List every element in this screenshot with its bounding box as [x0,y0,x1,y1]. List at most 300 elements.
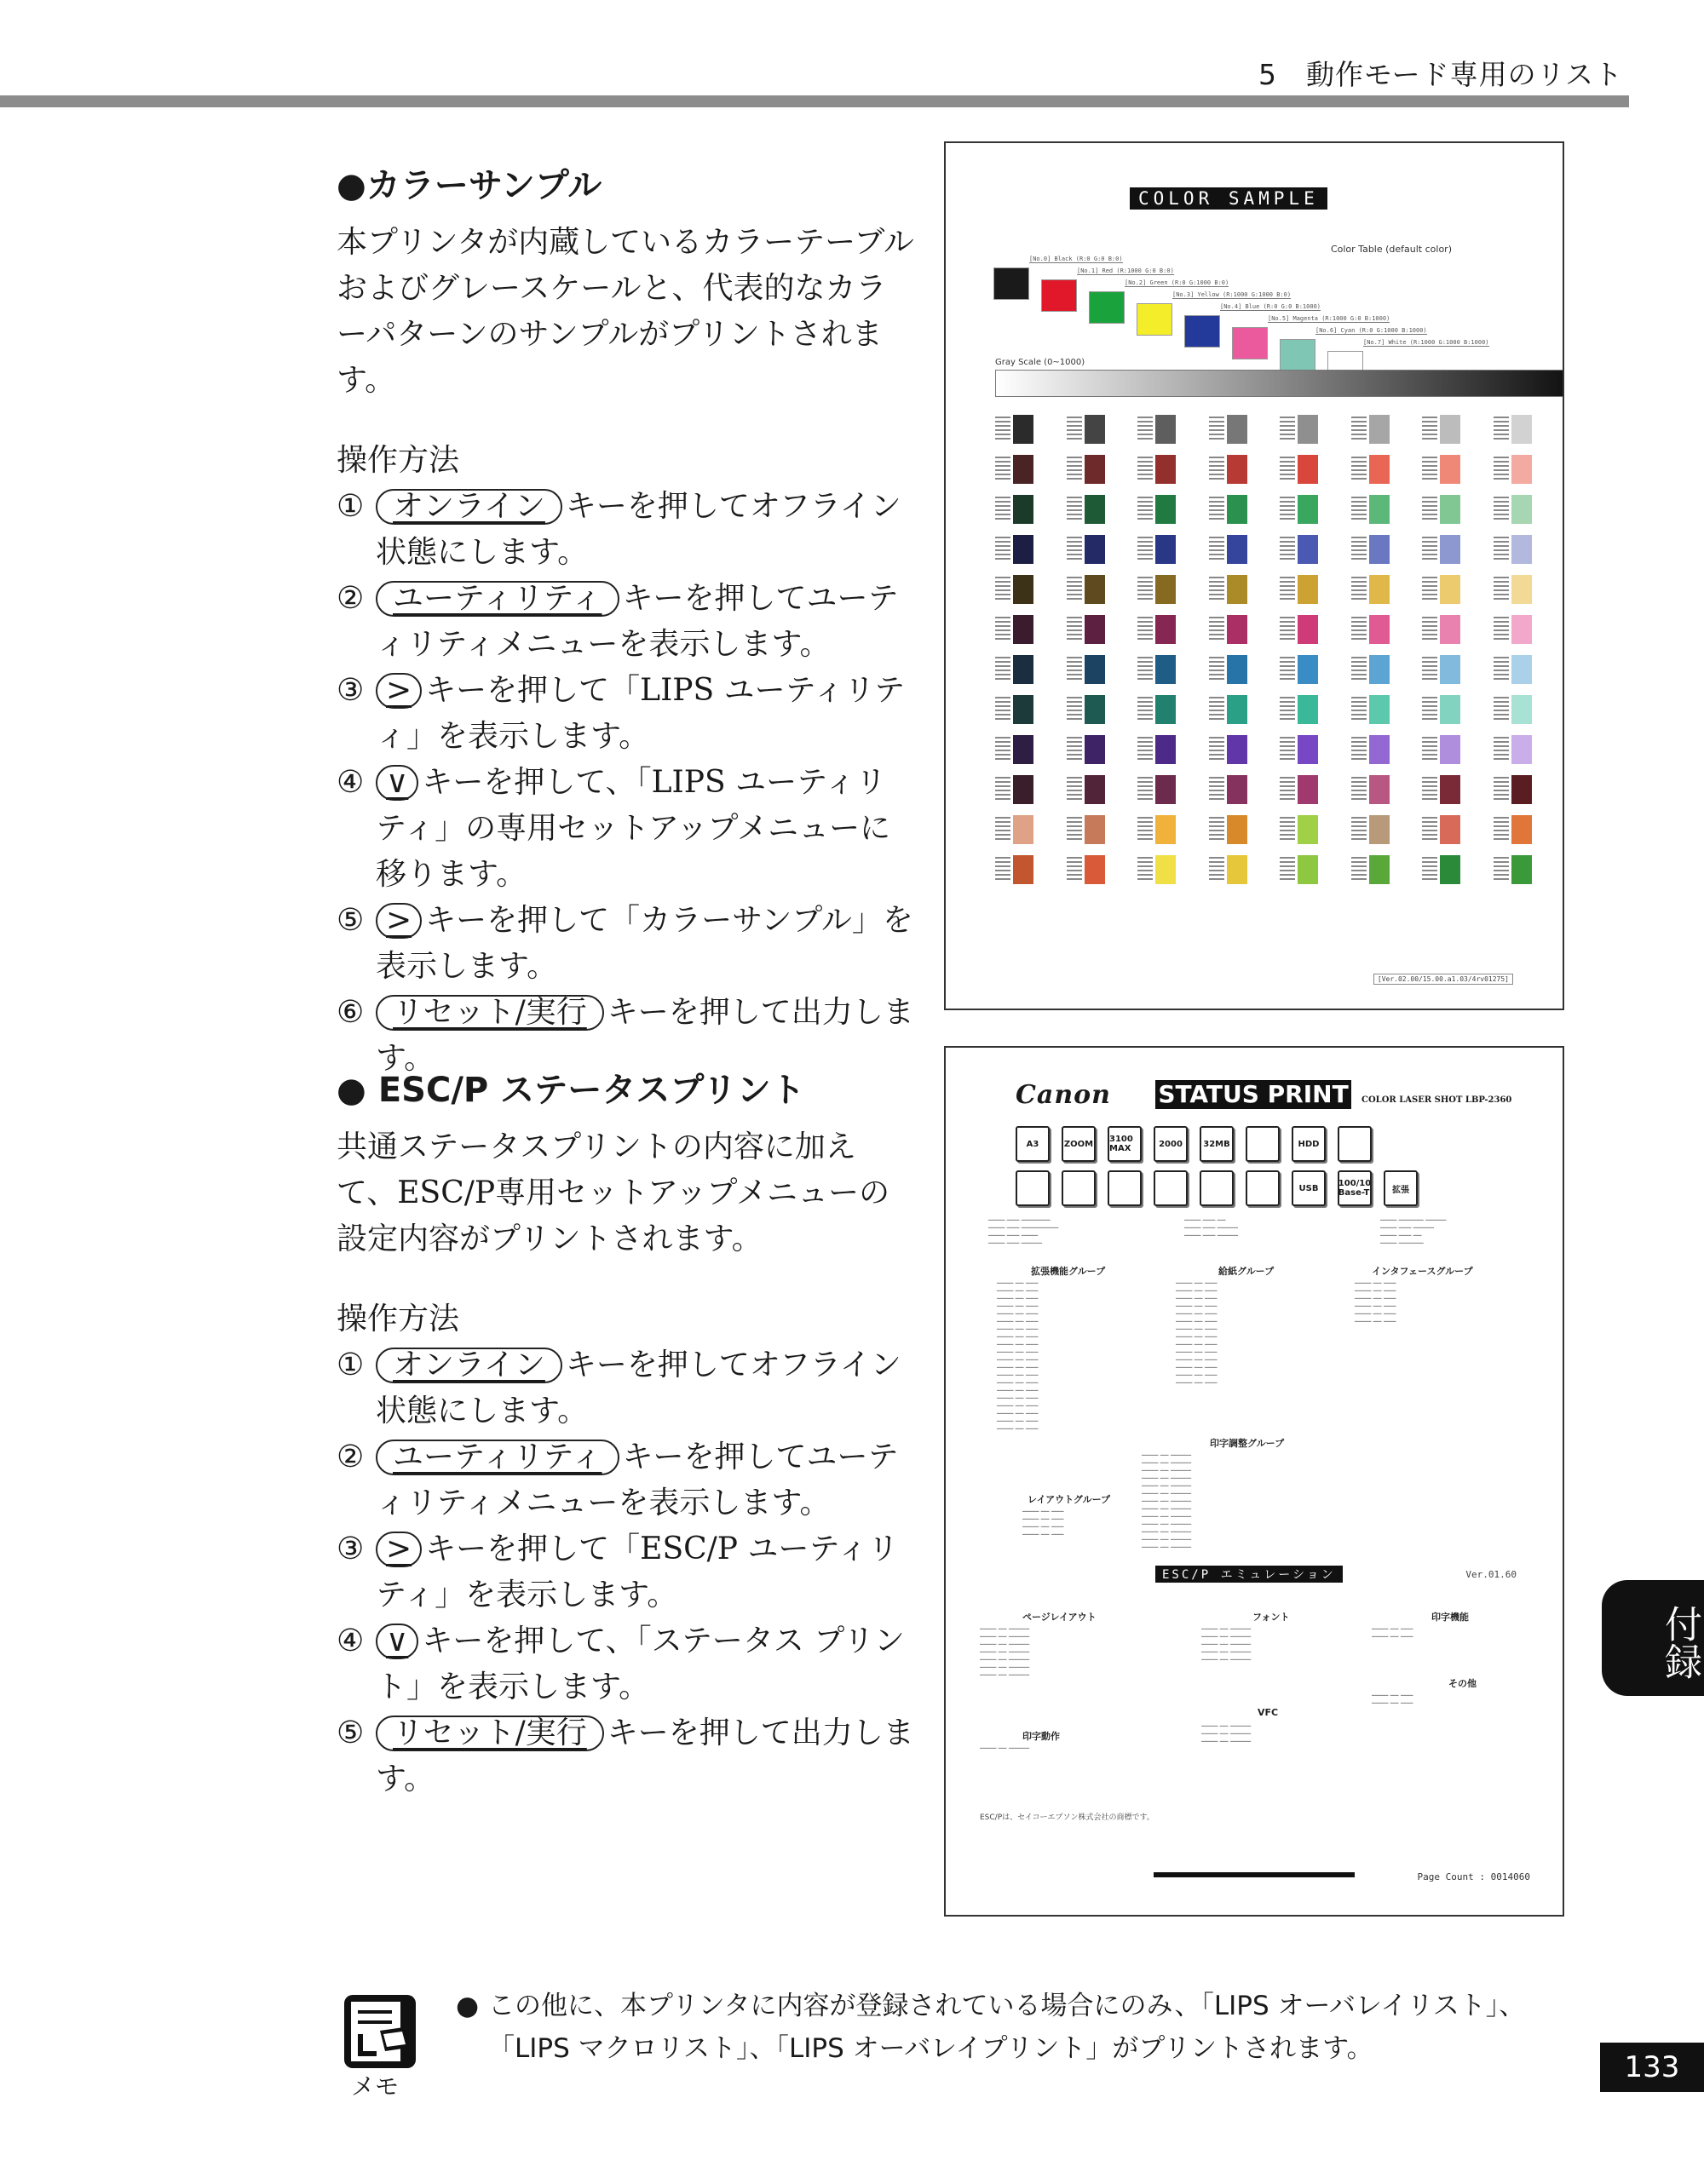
procedure-steps [337,484,916,1082]
rgb-value-text [995,777,1010,802]
procedure-step [337,1618,916,1710]
palette-cell [1280,733,1351,767]
key-label: > [376,903,422,939]
palette-cell [1422,572,1494,606]
palette-cell [1494,773,1565,807]
color-swatch [1511,735,1532,764]
palette-cell [1422,652,1494,687]
palette-cell [1351,773,1423,807]
palette-row [995,412,1564,446]
procedure-step [337,484,916,576]
palette-cell [1280,412,1351,446]
palette-cell [995,612,1067,647]
feature-icon: 拡張 [1384,1170,1418,1206]
color-swatch [1369,855,1390,884]
step-text: キーを押してユーティリティメニューを表示します。 [376,581,899,662]
group-settings: ──── ── ─── ──── ── ─── ──── ── ─── ──── ── ─── [1022,1508,1064,1538]
feature-icons-row [1016,1170,1493,1206]
palette-cell [1209,452,1281,486]
color-swatch [1440,415,1460,444]
palette-row [995,532,1564,566]
rgb-value-text [1494,697,1509,722]
default-color-label: [No.1] Red (R:1000 G:0 B:0) [1077,267,1174,274]
color-swatch [1440,695,1460,724]
default-color-label: [No.5] Magenta (R:1000 G:0 B:1000) [1268,315,1390,322]
palette-cell [1351,733,1423,767]
rgb-value-text [1209,417,1224,442]
color-swatch [1227,695,1247,724]
default-color-label: [No.6] Cyan (R:0 G:1000 B:1000) [1315,327,1427,334]
rgb-value-text [1067,417,1082,442]
rgb-value-text [1280,537,1295,562]
palette-cell [1351,572,1423,606]
palette-cell [1422,733,1494,767]
group-title: 拡張機能グループ [1031,1266,1106,1277]
rgb-value-text [1209,737,1224,762]
default-color-swatch [1280,339,1315,371]
palette-cell [995,773,1067,807]
color-swatch [1085,575,1105,604]
color-swatch [1013,455,1033,484]
palette-cell [1137,412,1209,446]
feature-icons-row [1016,1126,1493,1162]
rgb-value-text [1137,777,1153,802]
step-text: キーを押して出力します。 [376,995,914,1076]
color-swatch [1155,535,1176,564]
color-swatch [1085,735,1105,764]
rgb-value-text [1067,857,1082,882]
palette-cell [1067,652,1138,687]
default-color-swatch [1041,279,1077,312]
version-label: Ver.01.60 [1465,1569,1517,1580]
step-text: キーを押して出力します。 [376,1716,914,1796]
default-color-label: [No.2] Green (R:0 G:1000 B:0) [1125,279,1229,286]
palette-cell [1494,813,1565,847]
step-number: ① [337,489,365,524]
rgb-value-text [1351,497,1367,522]
feature-icon [1154,1170,1188,1206]
palette-cell [1351,452,1423,486]
rgb-value-text [1494,737,1509,762]
step-number: ⑥ [337,995,365,1030]
rgb-value-text [1422,737,1437,762]
printout-footer: [Ver.02.00/15.00.a1.03/4rv01275] [1373,974,1513,985]
step-number: ④ [337,765,365,800]
color-swatch [1085,655,1105,684]
procedure-step [337,1526,916,1618]
palette-cell [1351,813,1423,847]
color-swatch [1440,535,1460,564]
memo-body: この他に、本プリンタに内容が登録されている場合にのみ、「LIPS オーバレイリスト」、「LIPS マクロリスト」、「LIPS オーバレイプリント」がプリントされます。 [488,1991,1526,2064]
color-swatch [1227,615,1247,644]
palette-row [995,492,1564,526]
rgb-value-text [995,577,1010,602]
feature-icon: A3 [1016,1126,1050,1162]
gray-scale-bar [995,370,1564,397]
color-swatch [1298,655,1318,684]
step-text: キーを押して「LIPS ユーティリティ」を表示します。 [376,673,906,754]
color-swatch [1085,455,1105,484]
palette-cell [1067,733,1138,767]
color-swatch [1013,655,1033,684]
rgb-value-text [1137,417,1153,442]
key-label: ユーティリティ [376,1440,619,1475]
rgb-value-text [1494,617,1509,642]
color-swatch [1369,735,1390,764]
color-swatch [1369,535,1390,564]
status-print-printout [944,1046,1564,1917]
color-swatch [1369,575,1390,604]
palette-cell [1137,853,1209,887]
step-text: キーを押してオフライン状態にします。 [376,1348,901,1428]
esc-group-title: ページレイアウト [1022,1612,1097,1623]
palette-cell [1137,452,1209,486]
color-swatch [1298,775,1318,804]
color-swatch [1085,695,1105,724]
color-swatch [1155,615,1176,644]
memo-note [456,1985,1580,2070]
feature-icon: 3100 MAX [1108,1126,1142,1162]
palette-row [995,733,1564,767]
palette-cell [1067,412,1138,446]
key-label: > [376,1532,422,1567]
rgb-value-text [1067,697,1082,722]
esc-settings: ──── ── ───── ──── ── ───── ──── ── ───── ──── ── ───── ──── ── ───── ──── ── ───── ──── ── ───── [980,1625,1030,1679]
procedure-step [337,668,916,760]
memory-info-block: ──── ────── ───── ──── ─── ───── ──── ─── ── ──── ────── [1380,1216,1447,1247]
section-description: 共通ステータスプリントの内容に加えて、ESC/P専用セットアップメニューの設定内容がプリントされます。 [337,1129,890,1256]
header-rule [0,95,1629,107]
section-description: 本プリンタが内蔵しているカラーテーブルおよびグレースケールと、代表的なカラーパターンのサンプルがプリントされます。 [337,225,914,398]
group-settings: ──── ── ─── ──── ── ─── ──── ── ─── ──── ── ─── ──── ── ─── ──── ── ─── ──── ── ─── ──── ── ─── ──── ── ─── ──── ── ─── ──── ── ─── ──── ── ─── ──── ── ─── ──── ── ─── ──── ── ─── ──── ── ─── ──── ── ─── ──── ── ─── ──── ── ─── ──── ── ─── [997,1279,1039,1433]
rgb-value-text [1209,697,1224,722]
palette-cell [995,652,1067,687]
color-swatch [1013,495,1033,524]
rgb-value-text [1209,577,1224,602]
palette-cell [1209,853,1281,887]
rgb-value-text [1137,457,1153,482]
group-settings: ──── ── ─── ──── ── ─── ──── ── ─── ──── ── ─── ──── ── ─── ──── ── ─── [1355,1279,1396,1325]
color-swatch [1369,415,1390,444]
color-swatch [1298,575,1318,604]
color-palette [995,412,1564,893]
group-title: 給紙グループ [1218,1266,1275,1277]
feature-icon [1246,1170,1280,1206]
color-swatch [1369,615,1390,644]
rgb-value-text [995,497,1010,522]
color-swatch [1511,535,1532,564]
rgb-value-text [1280,577,1295,602]
color-swatch [1013,815,1033,844]
default-color-label: [No.3] Yellow (R:1000 G:1000 B:0) [1172,291,1292,298]
palette-cell [1209,572,1281,606]
default-color-label: [No.4] Blue (R:0 G:0 B:1000) [1220,303,1321,310]
palette-cell [1280,693,1351,727]
palette-cell [1494,452,1565,486]
rgb-value-text [1351,817,1367,842]
palette-cell [1351,652,1423,687]
color-sample-printout [944,141,1564,1010]
palette-cell [1209,492,1281,526]
rgb-value-text [1280,457,1295,482]
paper-mode-block: ──── ─── ── ──── ─── ───── ──── ─── ───── [1184,1216,1238,1239]
feature-icon: 100/10 Base-T [1338,1170,1372,1206]
color-swatch [1298,855,1318,884]
default-color-label: [No.7] White (R:1000 G:1000 B:1000) [1363,339,1489,346]
color-swatch [1155,695,1176,724]
palette-cell [1422,452,1494,486]
step-number: ④ [337,1624,365,1658]
feature-icon [1108,1170,1142,1206]
escp-emulation-title: ESC/P エミュレーション [1155,1566,1343,1583]
palette-cell [1137,572,1209,606]
rgb-value-text [1494,457,1509,482]
color-swatch [1013,615,1033,644]
color-swatch [1085,775,1105,804]
palette-cell [1280,572,1351,606]
palette-cell [1351,693,1423,727]
rgb-value-text [995,617,1010,642]
step-text: キーを押してオフライン状態にします。 [376,489,901,570]
palette-cell [1422,532,1494,566]
palette-cell [1280,853,1351,887]
palette-cell [995,733,1067,767]
palette-cell [1137,733,1209,767]
rgb-value-text [1494,657,1509,682]
palette-cell [995,452,1067,486]
rgb-value-text [995,657,1010,682]
default-color-swatch [1137,303,1172,336]
rgb-value-text [1351,577,1367,602]
palette-cell [1422,492,1494,526]
step-number: ③ [337,1532,365,1566]
step-number: ② [337,1440,365,1474]
rgb-value-text [1067,577,1082,602]
procedure-step [337,576,916,668]
color-swatch [1298,455,1318,484]
palette-cell [1422,853,1494,887]
esc-group-title: VFC [1258,1707,1279,1718]
key-label: ∨ [376,1624,418,1659]
esc-settings: ──── ── ─── ──── ── ─── [1372,1692,1413,1707]
palette-row [995,652,1564,687]
palette-cell [1422,612,1494,647]
color-swatch [1227,415,1247,444]
rgb-value-text [1422,457,1437,482]
rgb-value-text [1280,657,1295,682]
step-number: ③ [337,673,365,708]
feature-icon: 2000 [1154,1126,1188,1162]
palette-cell [1422,693,1494,727]
color-swatch [1227,855,1247,884]
group-settings: ──── ── ───── ──── ── ───── ──── ── ───── ──── ── ───── ──── ── ───── ──── ── ───── ──── ── ───── ──── ── ───── ──── ── ───── ──── ── ───── ──── ── ───── ──── ── ───── ──── ── ───── [1142,1451,1192,1551]
procedure-step [337,1710,916,1802]
color-swatch [1369,455,1390,484]
color-swatch [1013,575,1033,604]
color-swatch [1511,575,1532,604]
color-swatch [1155,655,1176,684]
color-swatch [1369,655,1390,684]
rgb-value-text [995,457,1010,482]
color-swatch [1227,735,1247,764]
palette-cell [1209,652,1281,687]
rgb-value-text [1280,857,1295,882]
color-swatch [1298,615,1318,644]
rgb-value-text [1351,617,1367,642]
key-label: ∨ [376,765,418,801]
rgb-value-text [1067,777,1082,802]
memo-label: メモ [351,2072,400,2101]
color-swatch [1511,495,1532,524]
rgb-value-text [1422,617,1437,642]
color-swatch [1227,495,1247,524]
default-color-swatch [1089,291,1125,324]
rgb-value-text [1494,777,1509,802]
rgb-value-text [1422,497,1437,522]
esc-settings: ──── ── ───── ──── ── ───── ──── ── ───── ──── ── ───── ──── ── ───── [1201,1625,1252,1664]
palette-cell [1494,612,1565,647]
rgb-value-text [995,857,1010,882]
step-number: ⑤ [337,903,365,938]
palette-cell [995,572,1067,606]
default-color-label: [No.0] Black (R:0 G:0 B:0) [1029,256,1123,262]
color-swatch [1440,855,1460,884]
rgb-value-text [1209,777,1224,802]
color-swatch [1511,655,1532,684]
color-swatch [1511,815,1532,844]
procedure-step [337,1434,916,1526]
rgb-value-text [1209,497,1224,522]
brand-logo: Canon [1016,1080,1111,1110]
palette-cell [1351,612,1423,647]
procedure-steps [337,1342,916,1802]
palette-cell [1067,773,1138,807]
palette-cell [1137,693,1209,727]
palette-cell [1137,532,1209,566]
rgb-value-text [1351,657,1367,682]
rgb-value-text [1209,537,1224,562]
color-swatch [1013,855,1033,884]
palette-cell [1067,492,1138,526]
color-swatch [1369,775,1390,804]
step-text: キーを押して「カラーサンプル」を表示します。 [376,903,913,984]
palette-cell [1137,813,1209,847]
palette-cell [1422,813,1494,847]
color-swatch [1298,535,1318,564]
color-swatch [1013,695,1033,724]
palette-cell [1494,572,1565,606]
palette-row [995,773,1564,807]
palette-cell [1209,612,1281,647]
rgb-value-text [1137,497,1153,522]
rgb-value-text [1422,657,1437,682]
esc-settings: ──── ── ───── [980,1744,1030,1752]
rgb-value-text [1280,737,1295,762]
running-header: 5 動作モード専用のリスト [1258,58,1623,91]
color-swatch [1298,415,1318,444]
rgb-value-text [1351,457,1367,482]
palette-cell [1209,773,1281,807]
rgb-value-text [1137,817,1153,842]
feature-icon [1200,1170,1234,1206]
rgb-value-text [1494,417,1509,442]
esc-group-title: その他 [1448,1678,1477,1689]
palette-cell [1209,733,1281,767]
palette-cell [1494,412,1565,446]
rgb-value-text [1422,697,1437,722]
key-label: ユーティリティ [376,581,619,617]
rgb-value-text [1494,817,1509,842]
esc-group-title: フォント [1252,1612,1290,1623]
color-swatch [1227,535,1247,564]
color-swatch [1227,775,1247,804]
gray-scale-label: Gray Scale (0~1000) [995,358,1085,367]
rgb-value-text [1494,497,1509,522]
color-sample-section [337,162,916,1082]
key-label: リセット/実行 [376,995,604,1031]
palette-cell [995,492,1067,526]
color-swatch [1298,695,1318,724]
memo-icon [343,1993,417,2070]
palette-cell [1351,412,1423,446]
color-swatch [1511,695,1532,724]
step-text: キーを押して、「ステータス プリント」を表示します。 [376,1624,905,1704]
palette-cell [995,412,1067,446]
feature-icon: HDD [1292,1126,1326,1162]
palette-cell [995,693,1067,727]
palette-cell [1280,773,1351,807]
color-swatch [1511,855,1532,884]
page-count: Page Count : 0014060 [1417,1871,1530,1882]
rgb-value-text [1422,537,1437,562]
color-swatch [1440,455,1460,484]
rgb-value-text [1137,537,1153,562]
feature-icon [1016,1170,1050,1206]
palette-cell [1494,693,1565,727]
rgb-value-text [1067,737,1082,762]
palette-cell [1067,452,1138,486]
palette-cell [1209,532,1281,566]
procedure-heading: 操作方法 [337,443,460,478]
esc-group-title: 印字機能 [1431,1612,1469,1623]
palette-cell [1280,652,1351,687]
default-color-swatch [1184,315,1220,348]
rgb-value-text [1137,577,1153,602]
key-label: オンライン [376,1348,562,1383]
palette-cell [1209,412,1281,446]
feature-icon [1062,1170,1096,1206]
color-swatch [1155,415,1176,444]
rgb-value-text [1067,497,1082,522]
esc-settings: ──── ── ───── ──── ── ───── ──── ── ───── [1201,1722,1252,1745]
color-swatch [1085,415,1105,444]
palette-cell [1067,853,1138,887]
color-swatch [1155,775,1176,804]
rgb-value-text [1209,817,1224,842]
rgb-value-text [995,417,1010,442]
color-swatch [1227,815,1247,844]
rgb-value-text [1351,537,1367,562]
key-label: > [376,673,422,709]
color-table-title: Color Table (default color) [1330,244,1452,255]
palette-cell [1137,492,1209,526]
color-swatch [1013,735,1033,764]
esc-group-title: 印字動作 [1022,1731,1060,1742]
palette-cell [1067,572,1138,606]
palette-cell [1280,813,1351,847]
color-swatch [1155,495,1176,524]
version-info-block: ──── ─── ─────── ──── ─── ───────── ──── ─── ──── ──── ─── ───── [988,1216,1059,1247]
